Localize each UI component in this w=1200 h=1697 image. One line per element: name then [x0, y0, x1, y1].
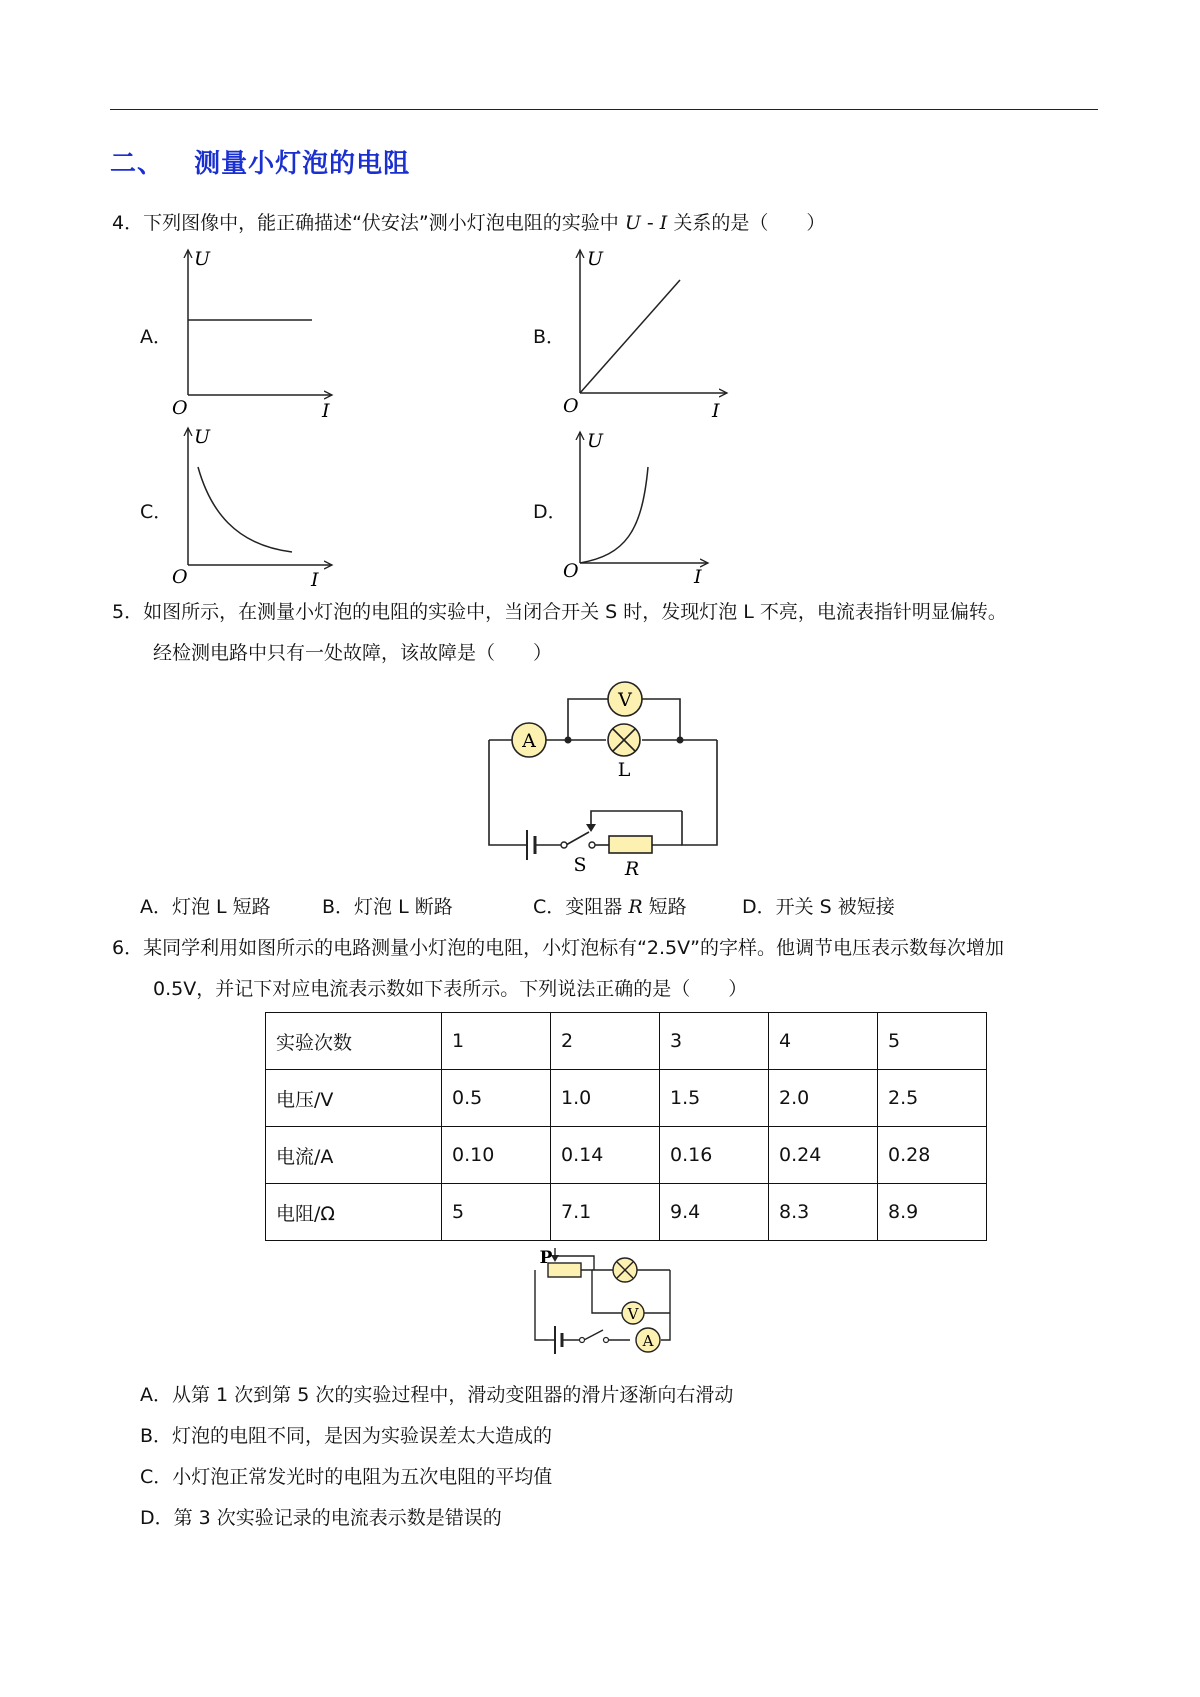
q6-slider-label: P	[539, 1248, 553, 1268]
question-6-line1: 6．某同学利用如图所示的电路测量小灯泡的电阻，小灯泡标有“2.5V”的字样。他调节电压表示数每次增加	[112, 937, 1004, 959]
svg-text:V: V	[627, 1305, 639, 1323]
q6-option-a[interactable]: A．从第 1 次到第 5 次的实验过程中，滑动变阻器的滑片逐渐向右滑动	[140, 1384, 734, 1406]
lamp-label: L	[617, 759, 631, 781]
table-cell: 电流/A	[266, 1127, 442, 1184]
q4-option-d-label[interactable]: D．	[533, 501, 567, 523]
q6-lamp-icon	[613, 1258, 637, 1282]
graph-c-x-label: I	[311, 569, 319, 591]
switch-label: S	[573, 854, 587, 876]
table-cell: 1.0	[551, 1070, 660, 1127]
table-cell: 8.3	[769, 1184, 878, 1241]
q4-u-symbol: U	[624, 212, 641, 234]
table-cell: 0.24	[769, 1127, 878, 1184]
table-cell: 电压/V	[266, 1070, 442, 1127]
table-cell: 4	[769, 1013, 878, 1070]
question-6-line2: 0.5V，并记下对应电流表示数如下表所示。下列说法正确的是（ ）	[153, 978, 748, 1000]
table-cell: 7.1	[551, 1184, 660, 1241]
graph-b-y-label: U	[587, 248, 604, 270]
table-cell: 实验次数	[266, 1013, 442, 1070]
question-5-line2: 经检测电路中只有一处故障，该故障是（ ）	[153, 642, 553, 664]
q4-stem-tail: 关系的是（ ）	[667, 212, 826, 234]
rheostat-label: R	[624, 858, 640, 880]
table-cell: 0.28	[878, 1127, 987, 1184]
graph-a-origin: O	[172, 397, 188, 419]
graph-a-x-label: I	[322, 400, 330, 422]
table-cell: 0.16	[660, 1127, 769, 1184]
table-cell: 1.5	[660, 1070, 769, 1127]
q4-option-b-label[interactable]: B．	[533, 326, 566, 348]
table-cell: 3	[660, 1013, 769, 1070]
graph-b-x-label: I	[712, 400, 720, 422]
svg-text:A: A	[642, 1332, 654, 1350]
table-cell: 0.5	[442, 1070, 551, 1127]
q4-i-symbol: I	[659, 212, 668, 234]
graph-c-origin: O	[172, 566, 188, 588]
svg-text:A: A	[522, 730, 536, 752]
q6-voltmeter-icon	[622, 1302, 644, 1324]
q4-option-c-label[interactable]: C．	[140, 501, 173, 523]
q5-option-d[interactable]: D．开关 S 被短接	[742, 896, 895, 918]
q6-ammeter-icon	[636, 1328, 660, 1352]
section-title: 测量小灯泡的电阻	[194, 149, 411, 179]
table-cell: 2.5	[878, 1070, 987, 1127]
table-cell: 9.4	[660, 1184, 769, 1241]
graph-d-origin: O	[563, 560, 579, 582]
table-cell: 2.0	[769, 1070, 878, 1127]
q5-option-b[interactable]: B．灯泡 L 断路	[322, 896, 453, 918]
table-cell: 0.10	[442, 1127, 551, 1184]
graph-d-x-label: I	[694, 566, 702, 588]
q5-option-a[interactable]: A．灯泡 L 短路	[140, 896, 271, 918]
q6-option-b[interactable]: B．灯泡的电阻不同，是因为实验误差太大造成的	[140, 1425, 553, 1447]
table-cell: 8.9	[878, 1184, 987, 1241]
graph-c-y-label: U	[194, 426, 211, 448]
table-cell: 5	[878, 1013, 987, 1070]
q4-dash: -	[640, 212, 660, 234]
svg-text:V: V	[618, 689, 632, 711]
q6-option-c[interactable]: C．小灯泡正常发光时的电阻为五次电阻的平均值	[140, 1466, 553, 1488]
q4-option-a-label[interactable]: A．	[140, 326, 172, 348]
q5-option-c[interactable]: C．变阻器 R 短路	[533, 896, 687, 918]
q6-option-d[interactable]: D．第 3 次实验记录的电流表示数是错误的	[140, 1507, 502, 1529]
graph-b-origin: O	[563, 395, 579, 417]
q4-stem-text: 4．下列图像中，能正确描述“伏安法”测小灯泡电阻的实验中	[112, 212, 625, 234]
table-cell: 电阻/Ω	[266, 1184, 442, 1241]
question-5-line1: 5．如图所示，在测量小灯泡的电阻的实验中，当闭合开关 S 时，发现灯泡 L 不亮，电流表指针明显偏转。	[112, 601, 1007, 623]
section-number: 二、	[110, 149, 165, 179]
q6-rheostat-icon	[548, 1263, 581, 1277]
graph-d-y-label: U	[587, 430, 604, 452]
table-cell: 2	[551, 1013, 660, 1070]
table-cell: 5	[442, 1184, 551, 1241]
table-cell: 1	[442, 1013, 551, 1070]
graph-a-y-label: U	[194, 248, 211, 270]
table-cell: 0.14	[551, 1127, 660, 1184]
